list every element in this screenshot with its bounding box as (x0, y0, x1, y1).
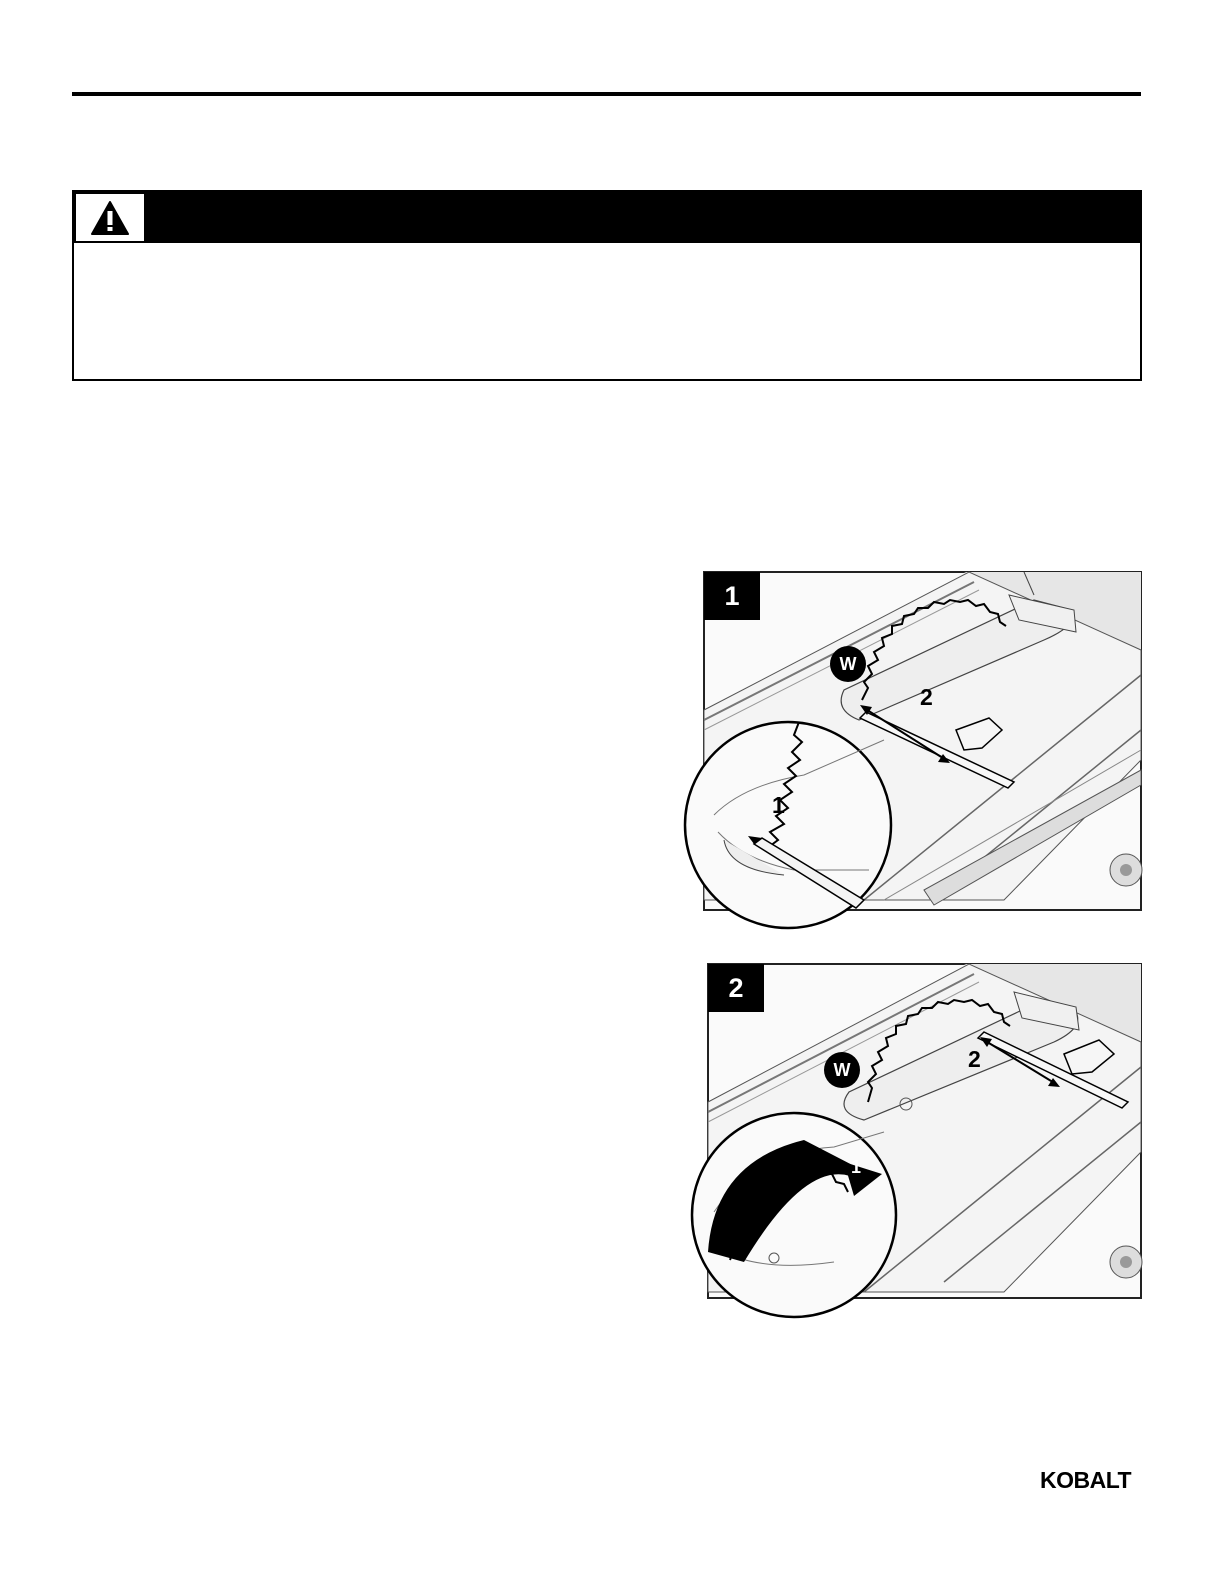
figure-2 (684, 962, 1144, 1318)
figure-2-illustration (684, 962, 1144, 1318)
warning-box (72, 190, 1142, 381)
step-label: 1 (851, 1157, 862, 1177)
top-rule (72, 92, 1141, 96)
figure-1-number: 1 (704, 572, 760, 620)
step-label: 1 (772, 792, 785, 818)
w-callout: W (824, 1052, 860, 1088)
figure-2-number: 2 (708, 964, 764, 1012)
step-label: 2 (920, 684, 933, 710)
warning-icon (76, 194, 144, 241)
brand-logo: KOBALT (1040, 1467, 1132, 1493)
w-callout: W (830, 646, 866, 682)
figure-1 (684, 570, 1144, 932)
step-label: 2 (968, 1046, 981, 1072)
warning-header (74, 192, 1140, 243)
figure-1-illustration (684, 570, 1144, 932)
